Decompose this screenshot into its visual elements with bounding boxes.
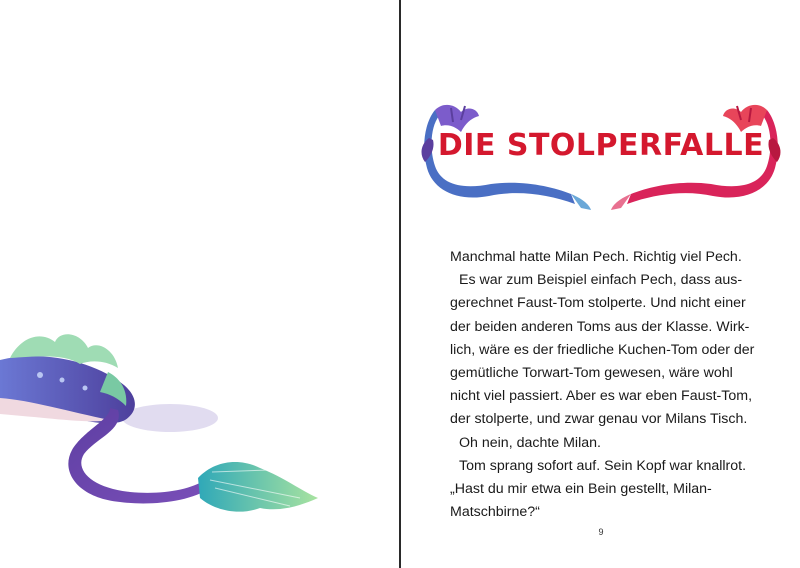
text-line: Tom sprang sofort auf. Sein Kopf war knallrot. [459,457,747,474]
text-line: „Hast du mir etwa ein Bein gestellt, Milan- [450,481,712,498]
left-page [0,0,399,568]
right-page [401,0,800,568]
chapter-title: DIE STOLPERFALLE [437,128,765,163]
text-line: nicht viel passiert. Aber es war eben Faust-Tom, [450,388,753,405]
text-line: lich, wäre es der friedliche Kuchen-Tom oder der [450,341,755,358]
text-line: Manchmal hatte Milan Pech. Richtig viel Pech. [450,249,742,265]
text-line: Es war zum Beispiel einfach Pech, dass aus- [459,272,743,289]
dragon-tail-illustration [0,320,330,520]
chapter-body-text [450,246,770,524]
text-line: Oh nein, dachte Milan. [459,434,601,451]
text-line: gerechnet Faust-Tom stolperte. Und nicht einer [450,295,746,312]
text-line: der stolperte, und zwar genau vor Milans Tisch. [450,411,748,428]
page-number: 9 [598,527,604,537]
text-line: Matschbirne?“ [450,504,540,521]
text-line: der beiden anderen Toms aus der Klasse. Wirk- [450,318,750,335]
text-line: gemütliche Torwart-Tom gewesen, wäre wohl [450,365,733,382]
chapter-title-banner [421,98,781,210]
